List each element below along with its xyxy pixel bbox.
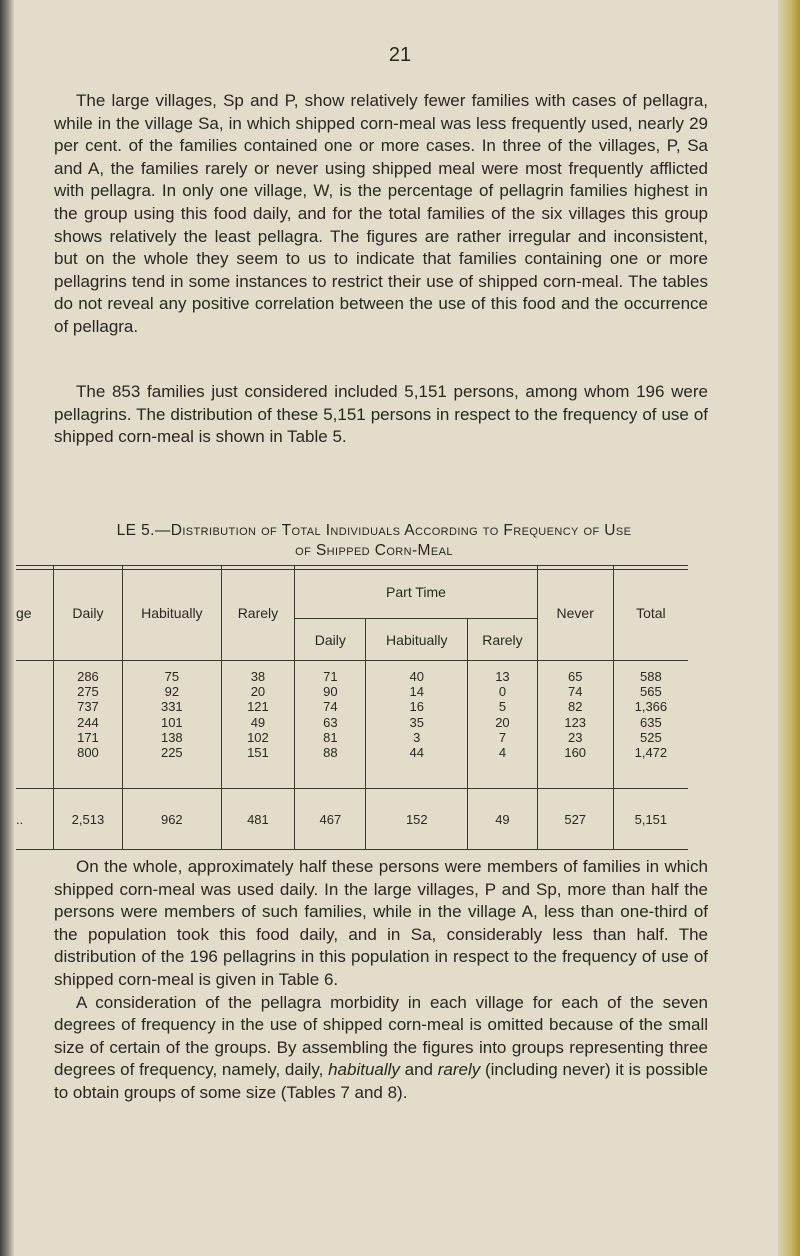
total-daily: 2,513: [53, 789, 122, 850]
col-total: [613, 661, 688, 789]
table-cell: 49: [250, 714, 266, 730]
col-habitually: [123, 661, 221, 789]
table-cell: 588: [640, 669, 662, 684]
table-cell: 23: [567, 729, 583, 745]
paragraph-4-emphasis-2: rarely: [437, 1060, 481, 1080]
table-cell: 7: [498, 729, 507, 745]
paragraph-4-middle: and: [399, 1060, 438, 1080]
paragraph-3: [54, 856, 708, 1105]
table-cell: 4: [498, 745, 507, 761]
header-rarely: Rarely: [221, 566, 295, 661]
col-part-time-rarely: [468, 661, 537, 789]
caption-prefix: LE 5.—: [116, 522, 171, 539]
header-part-time-daily: Daily: [295, 619, 366, 661]
total-never: 527: [537, 789, 613, 850]
table-cell: 151: [247, 745, 269, 761]
table-cell: 3: [413, 729, 421, 745]
paragraph-4-start: A consideration of the pellagra morbidity in each village for each of the seven degrees of frequency in the use of shipped corn-meal is omitted because of the small size of certain of the groups. By assembling the figures into groups representing three degrees of frequency, namely, daily,: [54, 992, 708, 1080]
table-cell: 286: [77, 669, 99, 684]
paragraph-4-end: (including never) it is possible to obtain groups of some size (Tables 7 and 8).: [54, 1060, 708, 1102]
table-cell: 38: [250, 669, 266, 684]
table-cell: 331: [160, 699, 183, 715]
table-cell: 63: [323, 714, 338, 730]
header-part-time-rarely: Rarely: [468, 619, 537, 661]
table-cell: 74: [567, 684, 583, 700]
table-cell: 171: [77, 729, 99, 745]
header-daily: Daily: [53, 566, 122, 661]
caption-title: Distribution of Total Individuals According to Frequency of Use: [170, 522, 632, 539]
table-cell: 160: [564, 745, 587, 761]
table-cell: 44: [409, 745, 425, 761]
table-cell: 0: [498, 684, 507, 700]
totals-label: ..: [16, 789, 53, 850]
table-cell: 225: [160, 745, 183, 761]
table-cell: 90: [323, 684, 338, 700]
table-cell: 88: [323, 745, 338, 761]
table-cell: 16: [409, 699, 425, 715]
col-part-time-daily: [295, 661, 366, 789]
table-cell: 121: [247, 699, 269, 715]
header-habitually: Habitually: [123, 566, 221, 661]
col-never: [537, 661, 613, 789]
table-cell: 14: [409, 684, 425, 700]
col-rarely: [221, 661, 295, 789]
table-cell: 123: [564, 714, 587, 730]
table-cell: 35: [409, 714, 425, 730]
paragraph-2: [54, 381, 708, 449]
paragraph-1: [54, 90, 708, 339]
total-rarely: 481: [221, 789, 295, 850]
table-cell: 244: [77, 714, 99, 730]
table-cell: 1,366: [634, 699, 668, 715]
paragraph-1-text: The large villages, Sp and P, show relatively fewer families with cases of pellagra, while in the village Sa, in which shipped corn-meal was less frequently used, nearly 29 per cent. of the families contained one or more cases. In three of the villages, P, Sa and A, the families rarely or never using shipped meal were most frequently afflicted with pellagra. In only one village, W, is the percentage of pellagrin families highest in the group using this food daily, and for the total families of the six villages this group shows relatively the least pellagra. The figures are rather irregular and inconsistent, but on the whole they seem to us to indicate that families containing one or more pellagrins tend in some instances to restrict their use of shipped corn-meal. The tables do not reveal any positive correlation between the use of this food and the occurrence of pellagra.: [54, 91, 708, 336]
book-spine-shadow: [0, 0, 14, 1256]
table-cell: 40: [409, 669, 425, 684]
table-cell: 275: [77, 684, 99, 700]
table-cell: 20: [250, 684, 266, 700]
header-total: Total: [613, 566, 688, 661]
total-total: 5,151: [613, 789, 688, 850]
total-habitually: 962: [123, 789, 221, 850]
table-cell: 102: [247, 729, 269, 745]
header-village: ge: [16, 605, 32, 621]
table-caption: [34, 521, 714, 561]
distribution-table: [16, 566, 688, 850]
table-cell: 737: [77, 699, 99, 715]
paragraph-4-emphasis-1: habitually: [328, 1060, 400, 1080]
table-body-row: [16, 661, 688, 789]
table-cell: 525: [640, 729, 662, 745]
table-cell: 20: [495, 714, 510, 730]
paragraph-2-text: The 853 families just considered included 5,151 persons, among whom 196 were pellagrins. The distribution of these 5,151 persons in respect to the frequency of use of shipped corn-meal is shown in Table 5.: [54, 382, 708, 447]
table-cell: 5: [498, 699, 507, 715]
table-cell: 71: [323, 669, 338, 684]
paragraph-3-text: On the whole, approximately half these persons were members of families in which shipped corn-meal was used daily. In the large villages, P and Sp, more than half the persons were members of such families, while in the village A, less than one-third of the population took this food daily, and in Sa, considerably less than half. The distribution of the 196 pellagrins in this population in respect to the frequency of use of shipped corn-meal is given in Table 6.: [54, 857, 708, 989]
caption-line-2: of Shipped Corn-Meal: [295, 542, 453, 559]
header-never: Never: [537, 566, 613, 661]
total-part-time-habitually: 152: [366, 789, 468, 850]
page-edge: [778, 0, 800, 1256]
table-cell: 101: [160, 714, 183, 730]
table-cell: 74: [323, 699, 338, 715]
table-cell: 1,472: [634, 745, 668, 761]
table-cell: 800: [77, 745, 99, 761]
total-part-time-rarely: 49: [468, 789, 537, 850]
table-cell: 65: [567, 669, 583, 684]
table-cell: 565: [640, 684, 662, 700]
table-cell: 75: [164, 669, 180, 684]
table-cell: 138: [160, 729, 183, 745]
village-cell: [16, 661, 53, 789]
table-cell: 13: [495, 669, 510, 684]
total-part-time-daily: 467: [295, 789, 366, 850]
table-cell: 635: [640, 714, 662, 730]
table-cell: 82: [567, 699, 583, 715]
totals-row: [16, 789, 688, 850]
table-cell: 92: [164, 684, 180, 700]
table-cell: 81: [323, 729, 338, 745]
col-daily: [53, 661, 122, 789]
header-part-time: Part Time: [295, 566, 537, 619]
caption-line-1: [34, 521, 714, 541]
header-row-1: [16, 566, 688, 619]
col-part-time-habitually: [366, 661, 468, 789]
page-number: 21: [388, 44, 412, 66]
header-part-time-habitually: Habitually: [366, 619, 468, 661]
